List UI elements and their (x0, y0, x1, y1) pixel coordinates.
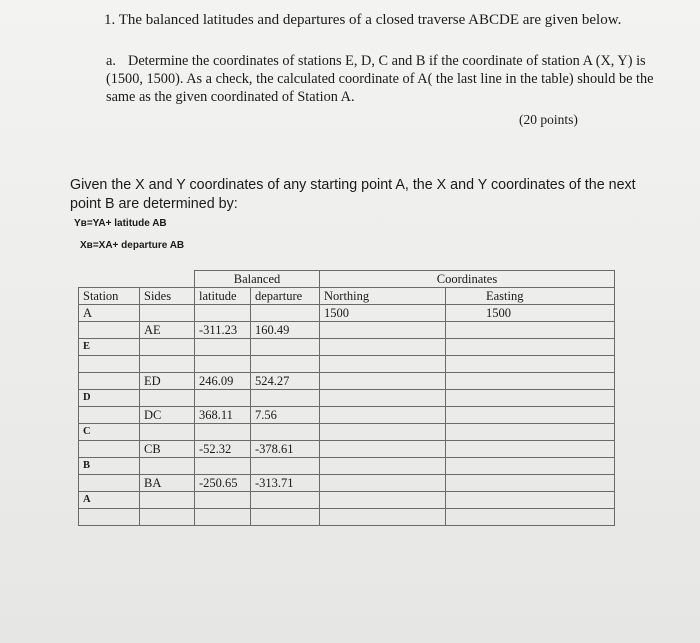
table-row (79, 458, 615, 475)
table-row (79, 492, 615, 509)
given-text: Given the X and Y coordinates of any starting point A, the X and Y coordinates of the next point B are determined by: (70, 177, 636, 212)
easting-cell[interactable] (446, 390, 615, 407)
easting-cell[interactable] (446, 424, 615, 441)
easting-cell[interactable] (446, 407, 615, 424)
latitude-cell: -311.23 (195, 322, 251, 339)
station-cell: C (79, 424, 140, 441)
side-cell: BA (140, 475, 195, 492)
points-label: (20 points) (519, 112, 578, 127)
table-row (79, 475, 615, 492)
header-coordinates: Coordinates (320, 271, 615, 288)
northing-cell[interactable] (320, 475, 446, 492)
header-latitude: latitude (195, 288, 251, 305)
station-cell: B (79, 458, 140, 475)
traverse-table (78, 270, 615, 526)
northing-cell[interactable] (320, 492, 446, 509)
header-balanced: Balanced (195, 271, 320, 288)
northing-cell[interactable] (320, 339, 446, 356)
formula-x: Xʙ=XA+ departure AB (80, 240, 185, 251)
departure-cell: 7.56 (251, 407, 320, 424)
header-northing: Northing (320, 288, 446, 305)
side-cell: ED (140, 373, 195, 390)
part-label: a. (106, 53, 116, 69)
table-header-row-1 (79, 271, 615, 288)
side-cell: CB (140, 441, 195, 458)
northing-cell[interactable] (320, 390, 446, 407)
northing-cell[interactable] (320, 322, 446, 339)
latitude-cell: -52.32 (195, 441, 251, 458)
easting-cell[interactable] (446, 441, 615, 458)
table-row (79, 305, 615, 322)
station-cell: E (79, 339, 140, 356)
header-easting: Easting (446, 288, 615, 305)
table-row (79, 509, 615, 526)
northing-cell: 1500 (320, 305, 446, 322)
northing-cell[interactable] (320, 458, 446, 475)
table-row (79, 390, 615, 407)
easting-cell[interactable] (446, 492, 615, 509)
latitude-cell: 368.11 (195, 407, 251, 424)
departure-cell: -313.71 (251, 475, 320, 492)
easting-cell[interactable] (446, 373, 615, 390)
northing-cell[interactable] (320, 441, 446, 458)
side-cell: DC (140, 407, 195, 424)
easting-cell[interactable] (446, 475, 615, 492)
header-sides: Sides (140, 288, 195, 305)
easting-cell[interactable] (446, 339, 615, 356)
table-row (79, 322, 615, 339)
formula-y: Yʙ=YA+ latitude AB (74, 218, 167, 229)
latitude-cell: 246.09 (195, 373, 251, 390)
side-cell: AE (140, 322, 195, 339)
station-cell: D (79, 390, 140, 407)
header-departure: departure (251, 288, 320, 305)
easting-cell[interactable] (446, 322, 615, 339)
easting-cell[interactable] (446, 458, 615, 475)
northing-cell[interactable] (320, 424, 446, 441)
table-row (79, 441, 615, 458)
departure-cell: 160.49 (251, 322, 320, 339)
table-row (79, 407, 615, 424)
easting-cell: 1500 (446, 305, 615, 322)
question-part-a (106, 52, 666, 106)
part-text: Determine the coordinates of stations E, D, C and B if the coordinate of station A (X, Y) is (1500, 1500). As a check, the calculated coordinate of A( the last line in the table) should be the same as the given coordinated of Station A. (106, 53, 654, 105)
question-title: 1. The balanced latitudes and departures of a closed traverse ABCDE are given below. (104, 12, 622, 28)
station-cell: A (79, 492, 140, 509)
northing-cell[interactable] (320, 373, 446, 390)
departure-cell: -378.61 (251, 441, 320, 458)
station-cell: A (79, 305, 140, 322)
latitude-cell: -250.65 (195, 475, 251, 492)
departure-cell: 524.27 (251, 373, 320, 390)
header-station: Station (79, 288, 140, 305)
table-row (79, 339, 615, 356)
table-row (79, 356, 615, 373)
table-row (79, 424, 615, 441)
northing-cell[interactable] (320, 407, 446, 424)
table-header-row-2 (79, 288, 615, 305)
table-row (79, 373, 615, 390)
